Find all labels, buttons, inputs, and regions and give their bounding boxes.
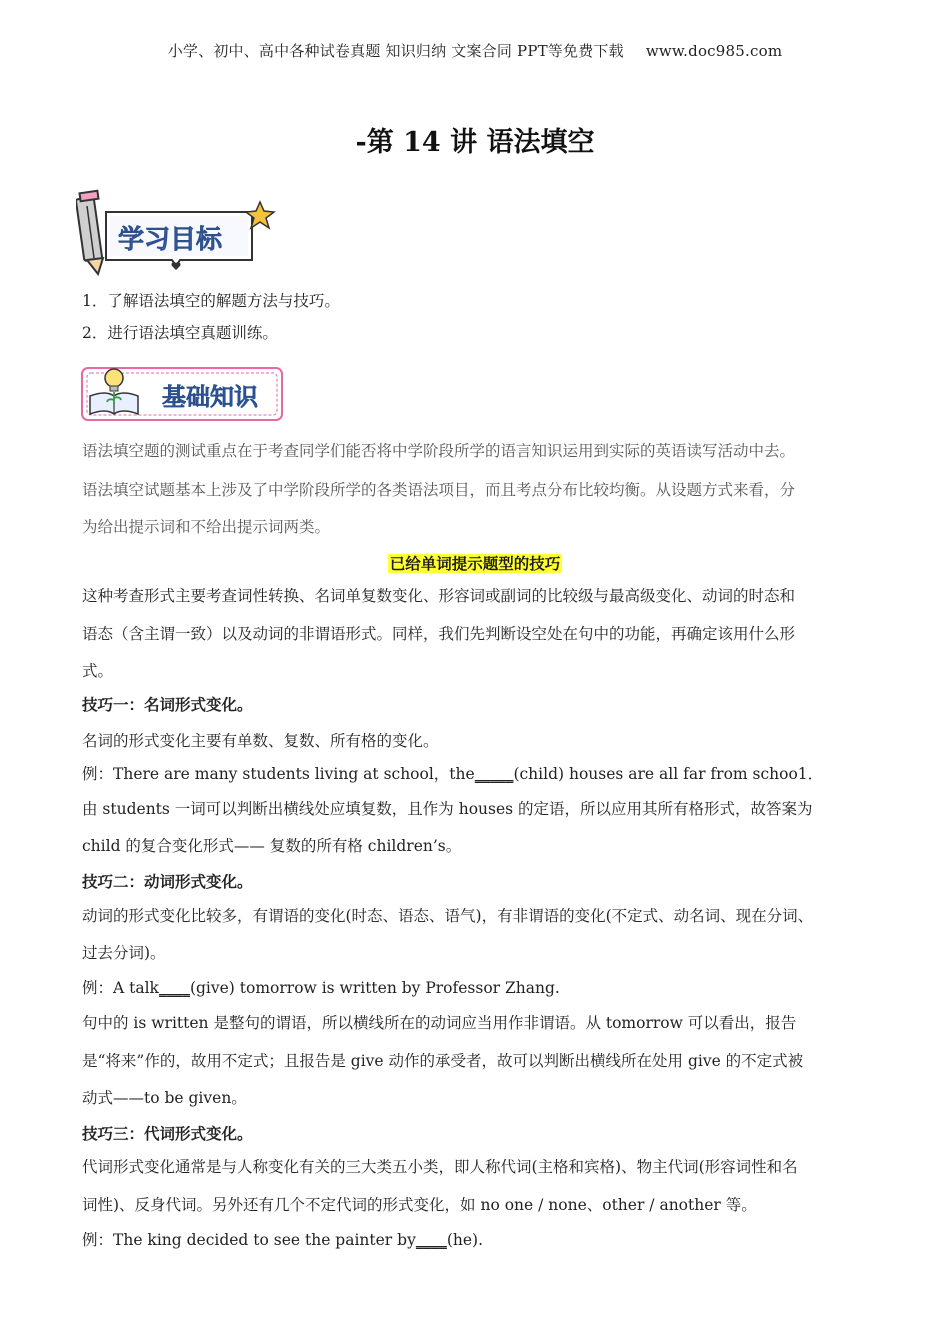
goal-item: 1．了解语法填空的解题方法与技巧。 [82,292,340,310]
example-blank: ____ [415,1230,447,1249]
tip1-heading: 技巧一：名词形式变化。 [82,695,253,714]
example-blank: _____ [474,764,514,783]
example-text: (he). [446,1231,484,1249]
tip2-example [82,978,882,998]
goal-item: 2．进行语法填空真题训练。 [82,324,278,342]
learning-goals-banner [76,186,276,276]
section-intro-line: 式。 [82,662,114,680]
section-intro-line: 语态（含主谓一致）以及动词的非谓语形式。同样，我们先判断设空处在句中的功能，再确定该用什么形 [82,625,796,643]
example-text: 例：The king decided to see the painter by [82,1231,416,1249]
example-text: 例：A talk [82,979,159,997]
page-title: -第 14 讲 语法填空 [355,127,595,158]
intro-line: 语法填空试题基本上涉及了中学阶段所学的各类语法项目，而且考点分布比较均衡。从设题方式来看，分 [82,481,796,499]
example-blank: ____ [158,978,190,997]
section-title [0,552,950,574]
tip1-explain-line: child 的复合变化形式—— 复数的所有格 children’s。 [82,837,462,855]
tip1-example [82,764,882,784]
section-intro-line: 这种考查形式主要考查词性转换、名词单复数变化、形容词或副词的比较级与最高级变化、动词的时态和 [82,587,796,605]
header-text: 小学、初中、高中各种试卷真题 知识归纳 文案合同 PPT等免费下载 [167,42,624,60]
example-text: (give) tomorrow is written by Professor Zhang. [189,979,560,997]
intro-line: 语法填空题的测试重点在于考查同学们能否将中学阶段所学的语言知识运用到实际的英语读写活动中去。 [82,442,796,460]
basic-knowledge-banner [80,362,288,428]
header-site: www.doc985.com [645,42,783,60]
tip2-explain-line: 是“将来”作的，故用不定式；且报告是 give 动作的承受者，故可以判断出横线所在处用 give 的不定式被 [82,1052,804,1070]
tip1-desc: 名词的形式变化主要有单数、复数、所有格的变化。 [82,732,439,750]
tip2-desc-line: 过去分词)。 [82,944,166,962]
heart-icon [172,262,181,270]
tip3-heading: 技巧三：代词形式变化。 [82,1124,253,1143]
pencil-icon [76,191,103,274]
tip3-desc-line: 词性)、反身代词。另外还有几个不定代词的形式变化，如 no one / none、other / another 等。 [82,1196,757,1214]
example-text: (child) houses are all far from schoo1． [513,765,824,783]
tip2-heading: 技巧二：动词形式变化。 [82,872,253,891]
tip3-example [82,1230,882,1250]
tip1-explain-line: 由 students 一词可以判断出横线处应填复数，且作为 houses 的定语，所以应用其所有格形式，故答案为 [82,800,813,818]
intro-line: 为给出提示词和不给出提示词两类。 [82,518,331,536]
tip2-explain-line: 句中的 is written 是整句的谓语，所以横线所在的动词应当用作非谓语。从 tomorrow 可以看出，报告 [82,1014,797,1032]
tip3-desc-line: 代词形式变化通常是与人称变化有关的三大类五小类，即人称代词(主格和宾格)、物主代词(形容词性和名 [82,1158,798,1176]
tip2-desc-line: 动词的形式变化比较多，有谓语的变化(时态、语态、语气)，有非谓语的变化(不定式、动名词、现在分词、 [82,907,814,925]
basic-knowledge-label: 基础知识 [162,383,258,411]
tip2-explain-line: 动式——to be given。 [82,1089,247,1107]
example-text: 例：There are many students living at school，the [82,765,475,783]
learning-goals-label: 学习目标 [117,225,223,255]
page-header [0,40,950,61]
section-title-text: 已给单词提示题型的技巧 [389,554,561,573]
